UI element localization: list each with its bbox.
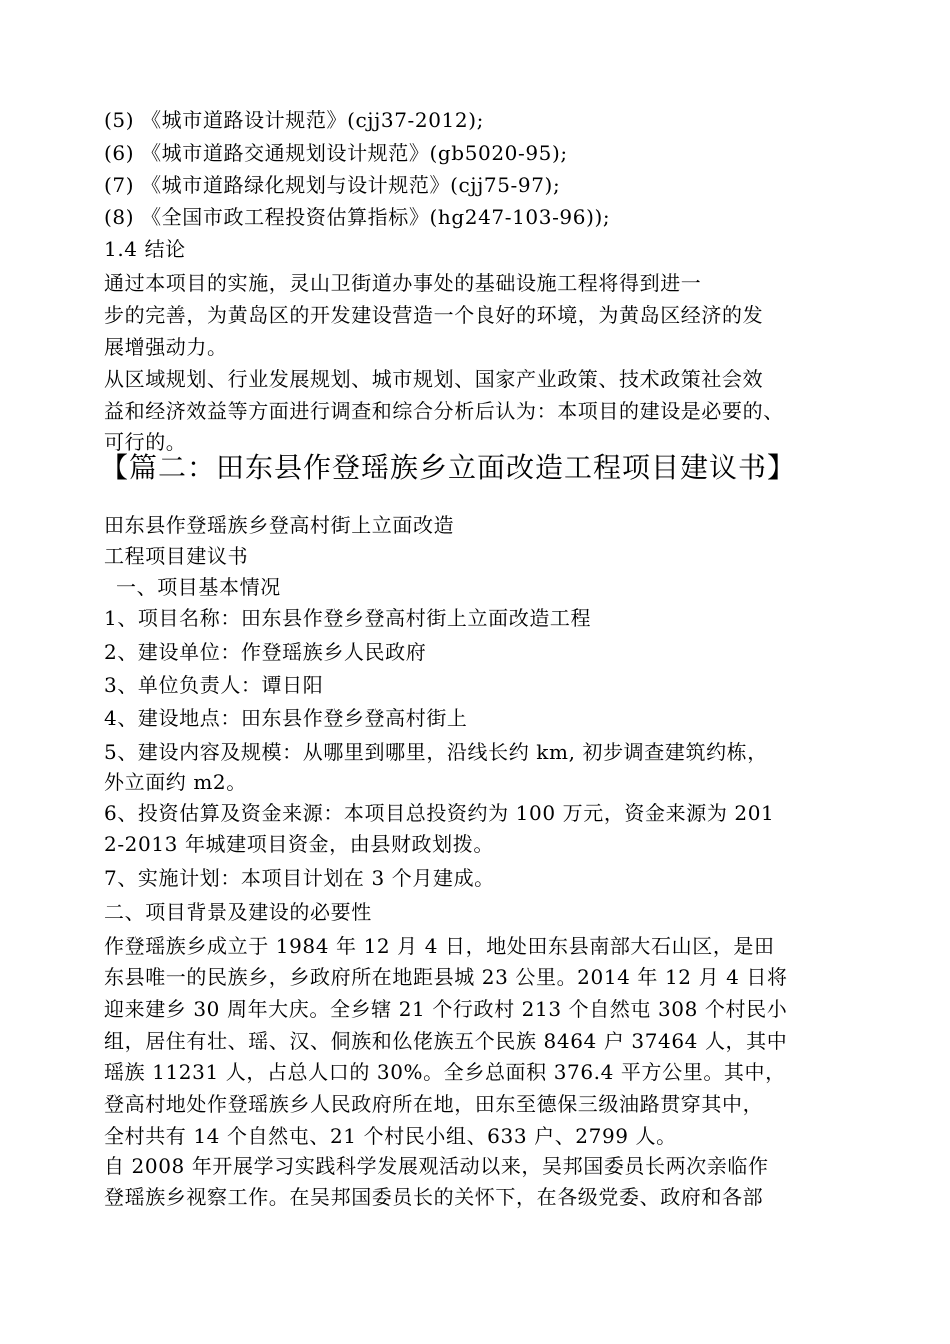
paragraph-line: 自 2008 年开展学习实践科学发展观活动以来，吴邦国委员长两次亲临作 bbox=[104, 1154, 769, 1178]
reference-item-8: (8) 《全国市政工程投资估算指标》(hg247-103-96)); bbox=[104, 205, 611, 229]
section-heading-basic-info: 一、项目基本情况 bbox=[116, 575, 281, 599]
paragraph-line: 登瑶族乡视察工作。在吴邦国委员长的关怀下，在各级党委、政府和各部 bbox=[104, 1185, 764, 1209]
paragraph-line: 从区域规划、行业发展规划、城市规划、国家产业政策、技术政策社会效 bbox=[104, 367, 764, 391]
paragraph-line: 组，居住有壮、瑶、汉、侗族和仫佬族五个民族 8464 户 37464 人，其中 bbox=[104, 1029, 788, 1053]
paragraph-line: 展增强动力。 bbox=[104, 335, 228, 359]
part-two-heading: 【篇二：田东县作登瑶族乡立面改造工程项目建议书】 bbox=[100, 451, 797, 484]
paragraph-line: 作登瑶族乡成立于 1984 年 12 月 4 日，地处田东县南部大石山区，是田 bbox=[104, 934, 775, 958]
reference-item-7: (7) 《城市道路绿化规划与设计规范》(cjj75-97); bbox=[104, 173, 561, 197]
paragraph-line: 通过本项目的实施，灵山卫街道办事处的基础设施工程将得到进一 bbox=[104, 271, 702, 295]
info-item: 1、项目名称：田东县作登乡登高村街上立面改造工程 bbox=[104, 606, 592, 630]
paragraph-line: 瑶族 11231 人，占总人口的 30%。全乡总面积 376.4 平方公里。其中， bbox=[104, 1060, 786, 1084]
reference-item-5: (5) 《城市道路设计规范》(cjj37-2012); bbox=[104, 108, 484, 132]
paragraph-line: 全村共有 14 个自然屯、21 个村民小组、633 户、2799 人。 bbox=[104, 1124, 677, 1148]
info-item: 4、建设地点：田东县作登乡登高村街上 bbox=[104, 706, 468, 730]
info-item-continued: 2-2013 年城建项目资金，由县财政划拨。 bbox=[104, 832, 494, 856]
reference-item-6: (6) 《城市道路交通规划设计规范》(gb5020-95); bbox=[104, 141, 568, 165]
document-title-line: 工程项目建议书 bbox=[104, 544, 249, 568]
section-heading-background: 二、项目背景及建设的必要性 bbox=[104, 900, 372, 924]
paragraph-line: 迎来建乡 30 周年大庆。全乡辖 21 个行政村 213 个自然屯 308 个村民小 bbox=[104, 997, 788, 1021]
info-item: 3、单位负责人：谭日阳 bbox=[104, 673, 324, 697]
paragraph-line: 东县唯一的民族乡，乡政府所在地距县城 23 公里。2014 年 12 月 4 日将 bbox=[104, 965, 788, 989]
info-item: 7、实施计划：本项目计划在 3 个月建成。 bbox=[104, 866, 495, 890]
info-item: 5、建设内容及规模：从哪里到哪里，沿线长约 km, 初步调查建筑约栋， bbox=[104, 740, 768, 764]
info-item-continued: 外立面约 m2。 bbox=[104, 770, 247, 794]
info-item: 2、建设单位：作登瑶族乡人民政府 bbox=[104, 640, 427, 664]
section-heading-conclusion: 1.4 结论 bbox=[104, 237, 186, 261]
paragraph-line: 益和经济效益等方面进行调查和综合分析后认为：本项目的建设是必要的、 bbox=[104, 399, 784, 423]
paragraph-line: 登高村地处作登瑶族乡人民政府所在地，田东至德保三级油路贯穿其中， bbox=[104, 1092, 764, 1116]
paragraph-line: 可行的。 bbox=[104, 430, 187, 454]
info-item: 6、投资估算及资金来源：本项目总投资约为 100 万元，资金来源为 201 bbox=[104, 801, 775, 825]
paragraph-line: 步的完善，为黄岛区的开发建设营造一个良好的环境，为黄岛区经济的发 bbox=[104, 303, 764, 327]
document-title-line: 田东县作登瑶族乡登高村街上立面改造 bbox=[104, 513, 455, 537]
